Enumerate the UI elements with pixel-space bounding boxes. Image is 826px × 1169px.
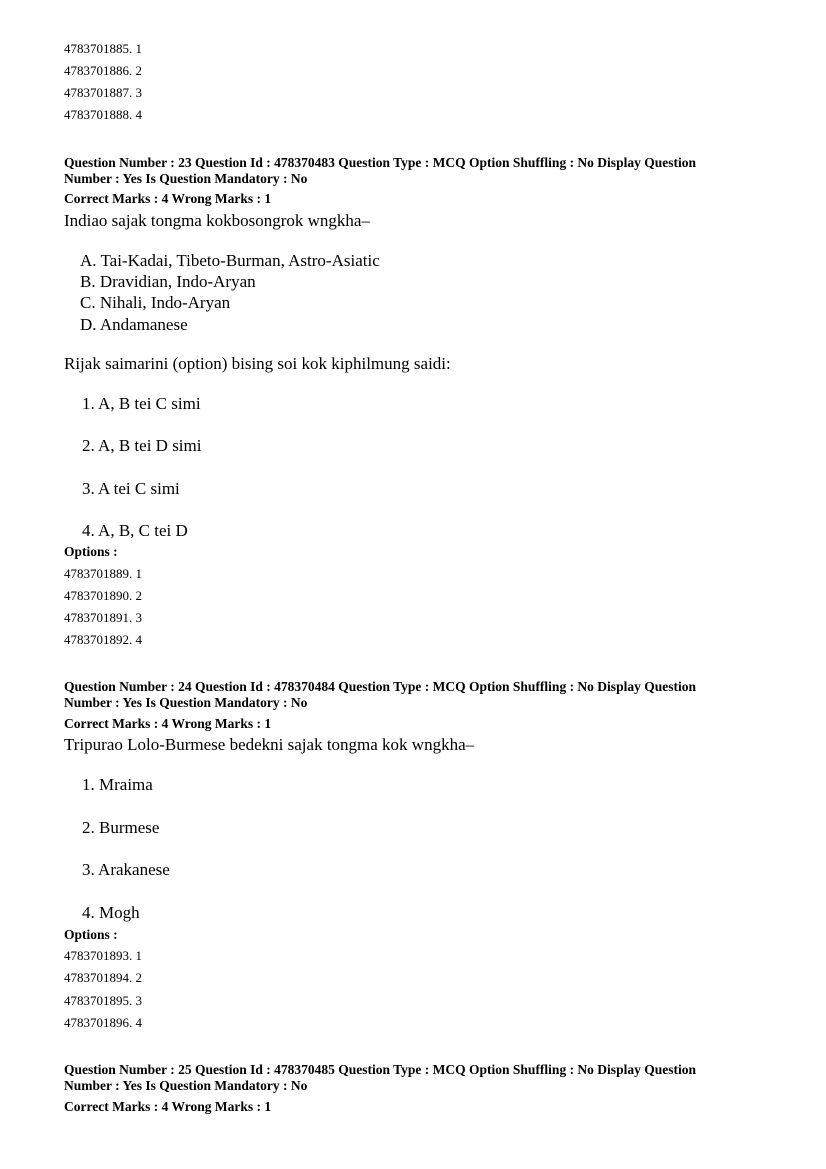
option-id-line: 4783701893. 1: [64, 948, 142, 963]
option-id-line: 4783701894. 2: [64, 970, 142, 985]
question-header-cont: Number : Yes Is Question Mandatory : No: [64, 695, 308, 710]
option-id-line: 4783701885. 1: [64, 41, 142, 56]
statement-item: B. Dravidian, Indo-Aryan: [80, 272, 256, 291]
question-header: Question Number : 23 Question Id : 478370483 Question Type : MCQ Option Shuffling : No Display Question: [64, 155, 696, 170]
choice-item: 1. Mraima: [82, 775, 153, 794]
choice-item: 2. A, B tei D simi: [82, 436, 202, 455]
statement-item: D. Andamanese: [80, 315, 188, 334]
choice-item: 4. Mogh: [82, 903, 140, 922]
question-marks: Correct Marks : 4 Wrong Marks : 1: [64, 191, 272, 206]
option-id-line: 4783701890. 2: [64, 588, 142, 603]
option-id-line: 4783701891. 3: [64, 610, 142, 625]
option-id-line: 4783701895. 3: [64, 993, 142, 1008]
question-instruction: Rijak saimarini (option) bising soi kok kiphilmung saidi:: [64, 354, 451, 373]
question-header: Question Number : 24 Question Id : 478370484 Question Type : MCQ Option Shuffling : No Display Question: [64, 679, 696, 694]
options-label: Options :: [64, 544, 118, 559]
question-marks: Correct Marks : 4 Wrong Marks : 1: [64, 1099, 272, 1114]
question-header-cont: Number : Yes Is Question Mandatory : No: [64, 1078, 308, 1093]
question-text: Tripurao Lolo-Burmese bedekni sajak tongma kok wngkha–: [64, 735, 475, 754]
option-id-line: 4783701888. 4: [64, 107, 142, 122]
option-id-line: 4783701892. 4: [64, 632, 142, 647]
question-marks: Correct Marks : 4 Wrong Marks : 1: [64, 716, 272, 731]
option-id-line: 4783701889. 1: [64, 566, 142, 581]
question-header-cont: Number : Yes Is Question Mandatory : No: [64, 171, 308, 186]
question-header: Question Number : 25 Question Id : 478370485 Question Type : MCQ Option Shuffling : No Display Question: [64, 1062, 696, 1077]
statement-item: C. Nihali, Indo-Aryan: [80, 293, 231, 312]
question-text: Indiao sajak tongma kokbosongrok wngkha–: [64, 211, 370, 230]
option-id-line: 4783701887. 3: [64, 85, 142, 100]
choice-item: 4. A, B, C tei D: [82, 521, 188, 540]
options-label: Options :: [64, 927, 118, 942]
choice-item: 3. A tei C simi: [82, 479, 180, 498]
option-id-line: 4783701886. 2: [64, 63, 142, 78]
choice-item: 3. Arakanese: [82, 860, 170, 879]
statement-item: A. Tai-Kadai, Tibeto-Burman, Astro-Asiatic: [80, 251, 380, 270]
choice-item: 1. A, B tei C simi: [82, 394, 201, 413]
choice-item: 2. Burmese: [82, 818, 160, 837]
option-id-line: 4783701896. 4: [64, 1015, 142, 1030]
